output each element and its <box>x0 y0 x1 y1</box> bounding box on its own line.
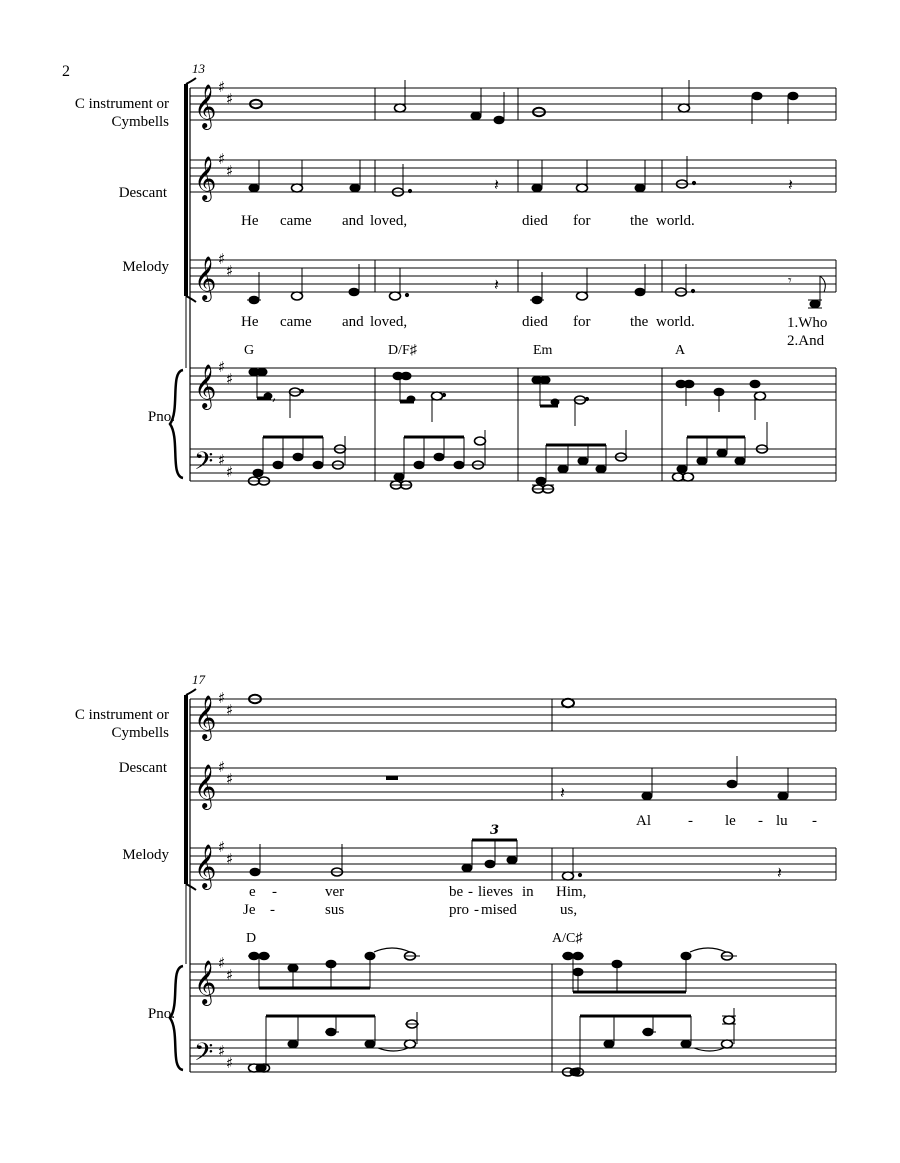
melody-lyrics <box>243 884 586 918</box>
staff-descant <box>190 160 836 192</box>
svg-text:be: be <box>449 884 464 900</box>
svg-text:♯: ♯ <box>226 162 234 180</box>
svg-text:♯: ♯ <box>226 850 234 868</box>
melody-notes <box>247 264 825 308</box>
svg-text:for: for <box>573 314 591 330</box>
staff-piano-treble <box>190 368 836 400</box>
descant-lyrics <box>241 213 695 229</box>
descant-label: Descant <box>118 760 167 776</box>
piano-bass-notes <box>249 1008 737 1076</box>
svg-text:ver: ver <box>325 884 345 900</box>
staff-piano-bass <box>190 1040 836 1072</box>
quarter-rest-icon: 𝄽 <box>777 863 782 882</box>
svg-text:♯: ♯ <box>218 250 226 268</box>
svg-text:♯: ♯ <box>218 689 226 707</box>
svg-text:♯: ♯ <box>226 370 234 388</box>
svg-text:♯: ♯ <box>226 463 234 481</box>
svg-text:He: He <box>241 314 259 330</box>
svg-text:He: He <box>241 213 259 229</box>
svg-text:in: in <box>522 884 534 900</box>
quarter-rest-icon: 𝄽 <box>788 175 793 194</box>
svg-text:♯: ♯ <box>218 1042 226 1060</box>
descant-notes <box>386 756 788 802</box>
svg-text:-: - <box>758 813 763 829</box>
instrument-label-line1: C instrument or <box>74 96 169 112</box>
svg-text:sus: sus <box>325 902 345 918</box>
system-1 <box>75 61 836 493</box>
svg-text:e: e <box>249 884 256 900</box>
staff-descant <box>190 768 836 800</box>
svg-text:-: - <box>474 902 479 918</box>
instrument-notes <box>250 80 798 124</box>
svg-text:died: died <box>522 213 548 229</box>
svg-text:came: came <box>280 314 312 330</box>
measure-number: 13 <box>192 61 205 76</box>
descant-label: Descant <box>118 185 167 201</box>
svg-text:for: for <box>573 213 591 229</box>
svg-text:♯: ♯ <box>226 770 234 788</box>
svg-text:world.: world. <box>656 213 695 229</box>
svg-text:-: - <box>468 884 473 900</box>
treble-clef-icon: 𝄞 <box>194 156 217 200</box>
chord-symbol: G <box>244 343 255 358</box>
svg-text:loved,: loved, <box>370 314 408 330</box>
svg-text:1.Who: 1.Who <box>787 315 828 331</box>
svg-text:♯: ♯ <box>226 262 234 280</box>
svg-text:the: the <box>630 314 649 330</box>
svg-text:,: , <box>272 388 277 404</box>
svg-text:-: - <box>688 813 693 829</box>
instrument-notes <box>249 695 574 707</box>
svg-text:♯: ♯ <box>218 954 226 972</box>
treble-clef-icon: 𝄞 <box>194 695 217 739</box>
svg-text:pro: pro <box>449 902 469 918</box>
page-number: 2 <box>62 63 70 80</box>
measure-number: 17 <box>192 672 205 687</box>
svg-text:mised: mised <box>481 902 517 918</box>
svg-text:♯: ♯ <box>218 78 226 96</box>
treble-clef-icon: 𝄞 <box>194 960 217 1004</box>
svg-text:♯: ♯ <box>218 150 226 168</box>
instrument-label-line2: Cymbells <box>111 114 169 130</box>
instrument-label-line2: Cymbells <box>111 725 169 741</box>
svg-text:♯: ♯ <box>218 838 226 856</box>
svg-text:-: - <box>812 813 817 829</box>
melody-notes <box>250 823 782 882</box>
staff-melody <box>190 260 836 292</box>
chord-symbol: D <box>246 931 257 946</box>
svg-text:the: the <box>630 213 649 229</box>
piano-label: Pno. <box>147 1006 175 1022</box>
svg-text:Him,: Him, <box>556 884 587 900</box>
instrument-label-line1: C instrument or <box>74 707 169 723</box>
melody-label: Melody <box>122 847 169 863</box>
svg-text:Al: Al <box>636 813 651 829</box>
piano-treble-notes <box>249 368 766 426</box>
svg-text:♯: ♯ <box>218 358 226 376</box>
treble-clef-icon: 𝄞 <box>194 84 217 128</box>
svg-text:lieves: lieves <box>478 884 513 900</box>
svg-text:♯: ♯ <box>218 451 226 469</box>
svg-text:-: - <box>270 902 275 918</box>
treble-clef-icon: 𝄞 <box>194 256 217 300</box>
svg-text:♯: ♯ <box>226 966 234 984</box>
svg-text:died: died <box>522 314 548 330</box>
descant-lyrics <box>636 813 817 829</box>
staff-instrument <box>190 699 836 731</box>
chord-symbol: Em <box>533 343 553 358</box>
chord-symbol: A/C♯ <box>552 931 583 946</box>
bass-clef-icon: 𝄢 <box>194 1038 214 1073</box>
svg-text:-: - <box>272 884 277 900</box>
svg-text:and: and <box>342 314 364 330</box>
treble-clef-icon: 𝄞 <box>194 364 217 408</box>
tuplet-number: 3 <box>490 823 500 838</box>
system-2 <box>75 672 836 1076</box>
eighth-rest-icon: 𝄾 <box>788 273 792 289</box>
treble-clef-icon: 𝄞 <box>194 844 217 888</box>
svg-text:us,: us, <box>560 902 578 918</box>
chord-symbol: D/F♯ <box>388 343 417 358</box>
svg-text:came: came <box>280 213 312 229</box>
svg-text:♯: ♯ <box>226 90 234 108</box>
key-signature-sharps-icon <box>218 78 233 481</box>
staff-piano-treble <box>190 964 836 996</box>
bass-clef-icon: 𝄢 <box>194 447 214 482</box>
svg-text:loved,: loved, <box>370 213 408 229</box>
svg-text:and: and <box>342 213 364 229</box>
piano-label: Pno. <box>147 409 175 425</box>
quarter-rest-icon: 𝄽 <box>494 275 499 294</box>
svg-text:le: le <box>725 813 736 829</box>
chord-symbol: A <box>675 343 686 358</box>
quarter-rest-icon: 𝄽 <box>560 783 565 802</box>
quarter-rest-icon: 𝄽 <box>494 175 499 194</box>
melody-label: Melody <box>122 259 169 275</box>
piano-treble-notes <box>248 948 737 992</box>
whole-rest-icon <box>386 776 398 780</box>
svg-text:♯: ♯ <box>226 1054 234 1072</box>
treble-clef-icon: 𝄞 <box>194 764 217 808</box>
svg-text:2.And: 2.And <box>787 333 825 349</box>
staff-instrument <box>190 88 836 120</box>
svg-text:world.: world. <box>656 314 695 330</box>
svg-text:♯: ♯ <box>226 701 234 719</box>
svg-text:lu: lu <box>776 813 788 829</box>
svg-text:♯: ♯ <box>218 758 226 776</box>
svg-text:Je: Je <box>243 902 256 918</box>
